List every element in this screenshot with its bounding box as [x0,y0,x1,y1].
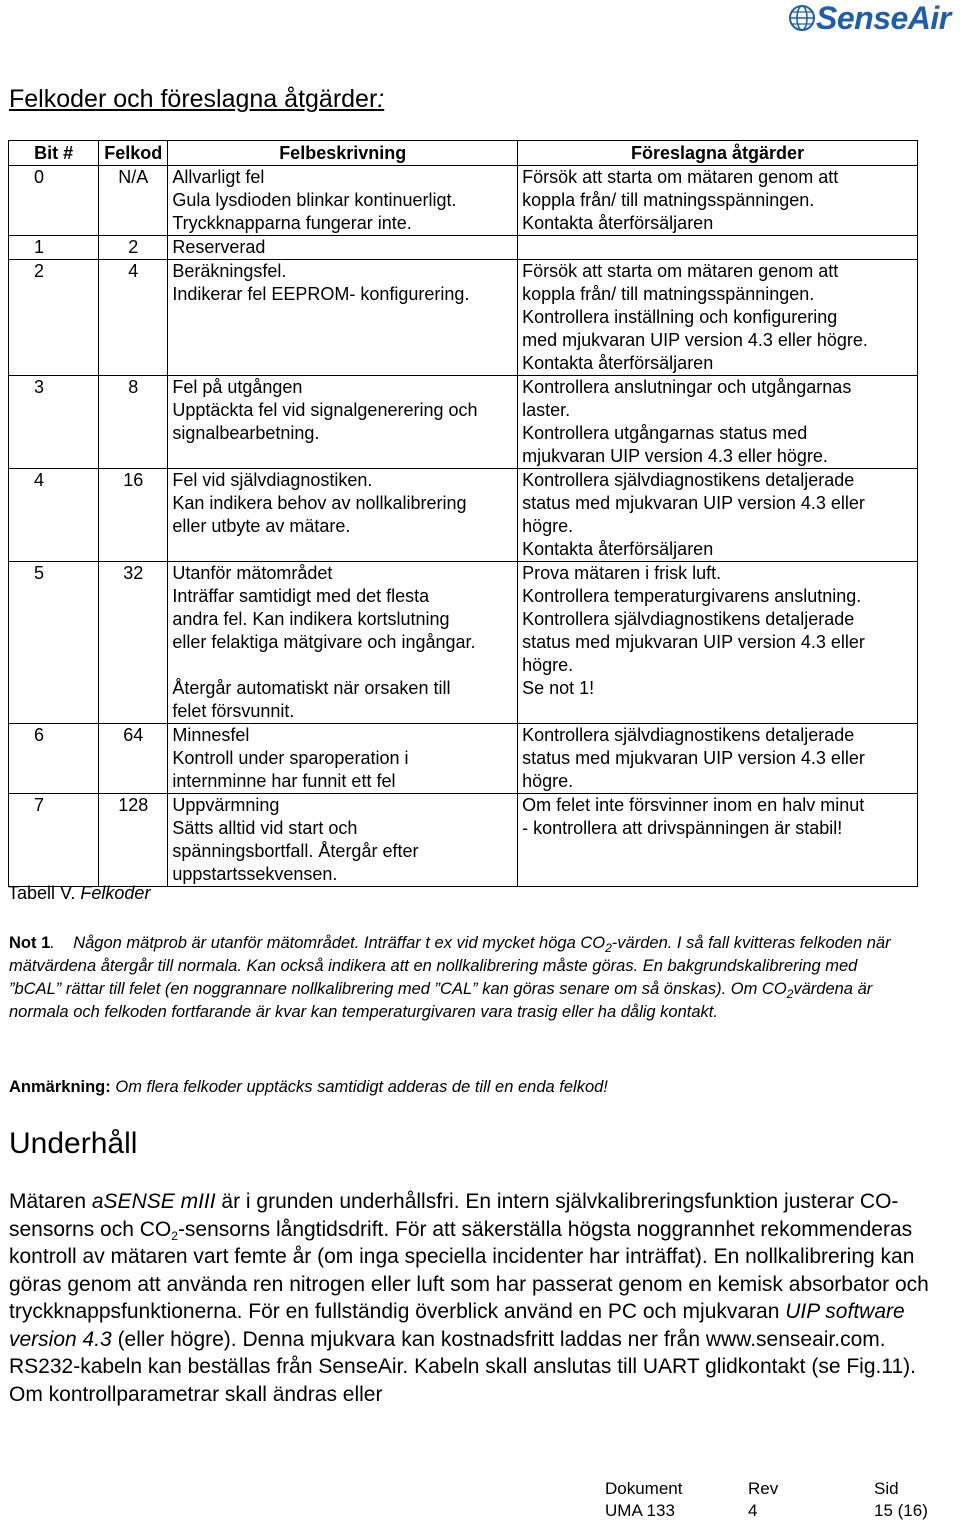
table-row [9,794,918,887]
action-line: laster. [522,400,571,420]
action-line: högre. [522,771,574,791]
description-line: Indikerar fel EEPROM- konfigurering. [172,284,470,304]
description-line: Reserverad [172,237,266,257]
cell-actions [518,166,918,236]
action-line: Kontakta återförsäljaren [522,213,714,233]
maintenance-paragraph: Mätaren aSENSE mIII är i grunden underhållsfri. En intern självkalibreringsfunktion justerar CO-sensorns och $CO_2$-sensorns långtidsdrift. För att säkerställa högsta noggrannhet rekommenderas kontroll av mätaren vart femte år (om inga speciella incidenter har inträffat). En nollkalibrering kan göras genom att använda ren nitrogen eller luft som har passerat genom en kemisk absorbator och tryckknappsfunktionerna. För en fullständig överblick använd en PC och mjukvaran UIP software version 4.3 (eller högre). Denna mjukvara kan kostnadsfritt laddas ner från www.senseair.com. RS232-kabeln kan beställas från SenseAir. Kabeln skall anslutas till UART glidkontakt (se Fig.11). Om kontrollparametrar skall ändras eller [9,1190,929,1406]
cell-code: 2 [99,236,168,260]
cell-description [168,562,518,724]
document-footer [605,1478,928,1522]
header-code: Felkod [99,141,168,166]
description-line [172,654,513,677]
cell-bit: 4 [9,469,99,562]
description-line: eller felaktiga mätgivare och ingångar. [172,632,476,652]
cell-actions [518,724,918,794]
description-line: andra fel. Kan indikera kortslutning [172,609,450,629]
table-row [9,260,918,376]
description-line: Fel på utgången [172,377,303,397]
action-line: Kontakta återförsäljaren [522,539,714,559]
footer-label-rev: Rev [748,1479,779,1498]
action-line: Kontrollera utgångarnas status med [522,423,808,443]
action-line: Se not 1! [522,678,595,698]
action-line: Kontrollera anslutningar och utgångarnas [522,377,852,397]
globe-icon [788,4,816,32]
cell-bit: 1 [9,236,99,260]
note-1: Not 1. Någon mätprob är utanför mätområdet. Inträffar t ex vid mycket höga $CO_2$-värden. I så fall kvitteras felkoden när mätvärdena återgår till normala. Kan också indikera att en nollkalibrering måste göras. En bakgrundskalibrering med ”bCAL” rättar till felet (en noggrannare nollkalibrering med ”CAL” kan göras senare om så önskas). Om $CO_2värdena$ är normala och felkoden fortfarande är kvar kan temperaturgivaren vara trasig eller ha dålig kontakt. [9,934,891,1021]
cell-actions [518,260,918,376]
cell-bit: 0 [9,166,99,236]
action-line: högre. [522,655,574,675]
maintenance-heading: Underhåll [9,1127,138,1160]
footer-label-document: Dokument [605,1479,683,1498]
action-line: Om felet inte försvinner inom en halv minut [522,795,865,815]
description-line: Sätts alltid vid start och [172,818,358,838]
table-row [9,562,918,724]
header-bit: Bit # [9,141,99,166]
cell-description [168,724,518,794]
cell-description [168,260,518,376]
action-line: Kontrollera temperaturgivarens anslutning. [522,586,862,606]
description-line: uppstartssekvensen. [172,864,338,884]
cell-bit: 3 [9,376,99,469]
cell-code: 32 [99,562,168,724]
action-line: Försök att starta om mätaren genom att [522,167,839,187]
description-line: spänningsbortfall. Återgår efter [172,841,419,861]
action-line: Kontrollera självdiagnostikens detaljerade [522,725,855,745]
description-line: Minnesfel [172,725,250,745]
cell-actions [518,794,918,887]
cell-description [168,469,518,562]
cell-bit: 5 [9,562,99,724]
action-line: Kontrollera självdiagnostikens detaljerade [522,609,855,629]
action-line: status med mjukvaran UIP version 4.3 eller [522,632,865,652]
cell-code: 128 [99,794,168,887]
table-row [9,724,918,794]
footer-table [605,1478,928,1522]
description-line: Beräkningsfel. [172,261,287,281]
description-line: Kontroll under sparoperation i [172,748,409,768]
description-line: Gula lysdioden blinkar kontinuerligt. [172,190,457,210]
action-line: Försök att starta om mätaren genom att [522,261,839,281]
action-line: Kontrollera självdiagnostikens detaljerade [522,470,855,490]
table-body [9,166,918,887]
action-line: koppla från/ till matningsspänningen. [522,190,815,210]
cell-description [168,376,518,469]
description-line: Fel vid självdiagnostiken. [172,470,373,490]
description-line: Upptäckta fel vid signalgenerering och [172,400,478,420]
description-line: Tryckknapparna fungerar inte. [172,213,412,233]
action-line: status med mjukvaran UIP version 4.3 eller [522,493,865,513]
table-row [9,376,918,469]
action-line: högre. [522,516,574,536]
remark: Anmärkning: Om flera felkoder upptäcks samtidigt adderas de till en enda felkod! [9,1078,608,1096]
cell-actions [518,469,918,562]
action-line: status med mjukvaran UIP version 4.3 eller [522,748,865,768]
cell-actions [518,376,918,469]
table-row [9,469,918,562]
action-line: - kontrollera att drivspänningen är stabil! [522,818,843,838]
logo-text: SenseAir [816,0,951,36]
cell-bit: 2 [9,260,99,376]
senseair-logo [788,2,958,36]
table-row [9,166,918,236]
description-line: internminne har funnit ett fel [172,771,396,791]
description-line: Inträffar samtidigt med det flesta [172,586,430,606]
cell-description [168,166,518,236]
description-line: Uppvärmning [172,795,280,815]
description-line: Återgår automatiskt när orsaken till [172,678,451,698]
cell-actions [518,562,918,724]
action-line: mjukvaran UIP version 4.3 eller högre. [522,446,828,466]
cell-actions [518,236,918,260]
action-line: med mjukvaran UIP version 4.3 eller högre. [522,330,868,350]
page-title: Felkoder och föreslagna åtgärder: [9,85,385,113]
cell-code: 4 [99,260,168,376]
cell-description [168,236,518,260]
table-row [9,236,918,260]
cell-code: 64 [99,724,168,794]
action-line: Kontakta återförsäljaren [522,353,714,373]
cell-bit: 6 [9,724,99,794]
description-line: eller utbyte av mätare. [172,516,351,536]
footer-value-page: 15 (16) [874,1501,928,1520]
error-code-table [8,140,918,887]
description-line: Utanför mätområdet [172,563,333,583]
description-line: Allvarligt fel [172,167,265,187]
footer-label-page: Sid [874,1479,899,1498]
cell-code: N/A [99,166,168,236]
footer-value-rev: 4 [748,1501,758,1520]
cell-description [168,794,518,887]
action-line: Prova mätaren i frisk luft. [522,563,722,583]
action-line: koppla från/ till matningsspänningen. [522,284,815,304]
cell-bit: 7 [9,794,99,887]
header-description: Felbeskrivning [168,141,518,166]
cell-code: 8 [99,376,168,469]
description-line: felet försvunnit. [172,701,295,721]
header-actions: Föreslagna åtgärder [518,141,918,166]
footer-value-document: UMA 133 [605,1501,675,1520]
table-header-row [9,141,918,166]
action-line: Kontrollera inställning och konfigurering [522,307,838,327]
description-line: signalbearbetning. [172,423,320,443]
description-line: Kan indikera behov av nollkalibrering [172,493,467,513]
table-caption: Tabell V. Felkoder [8,883,151,903]
cell-code: 16 [99,469,168,562]
